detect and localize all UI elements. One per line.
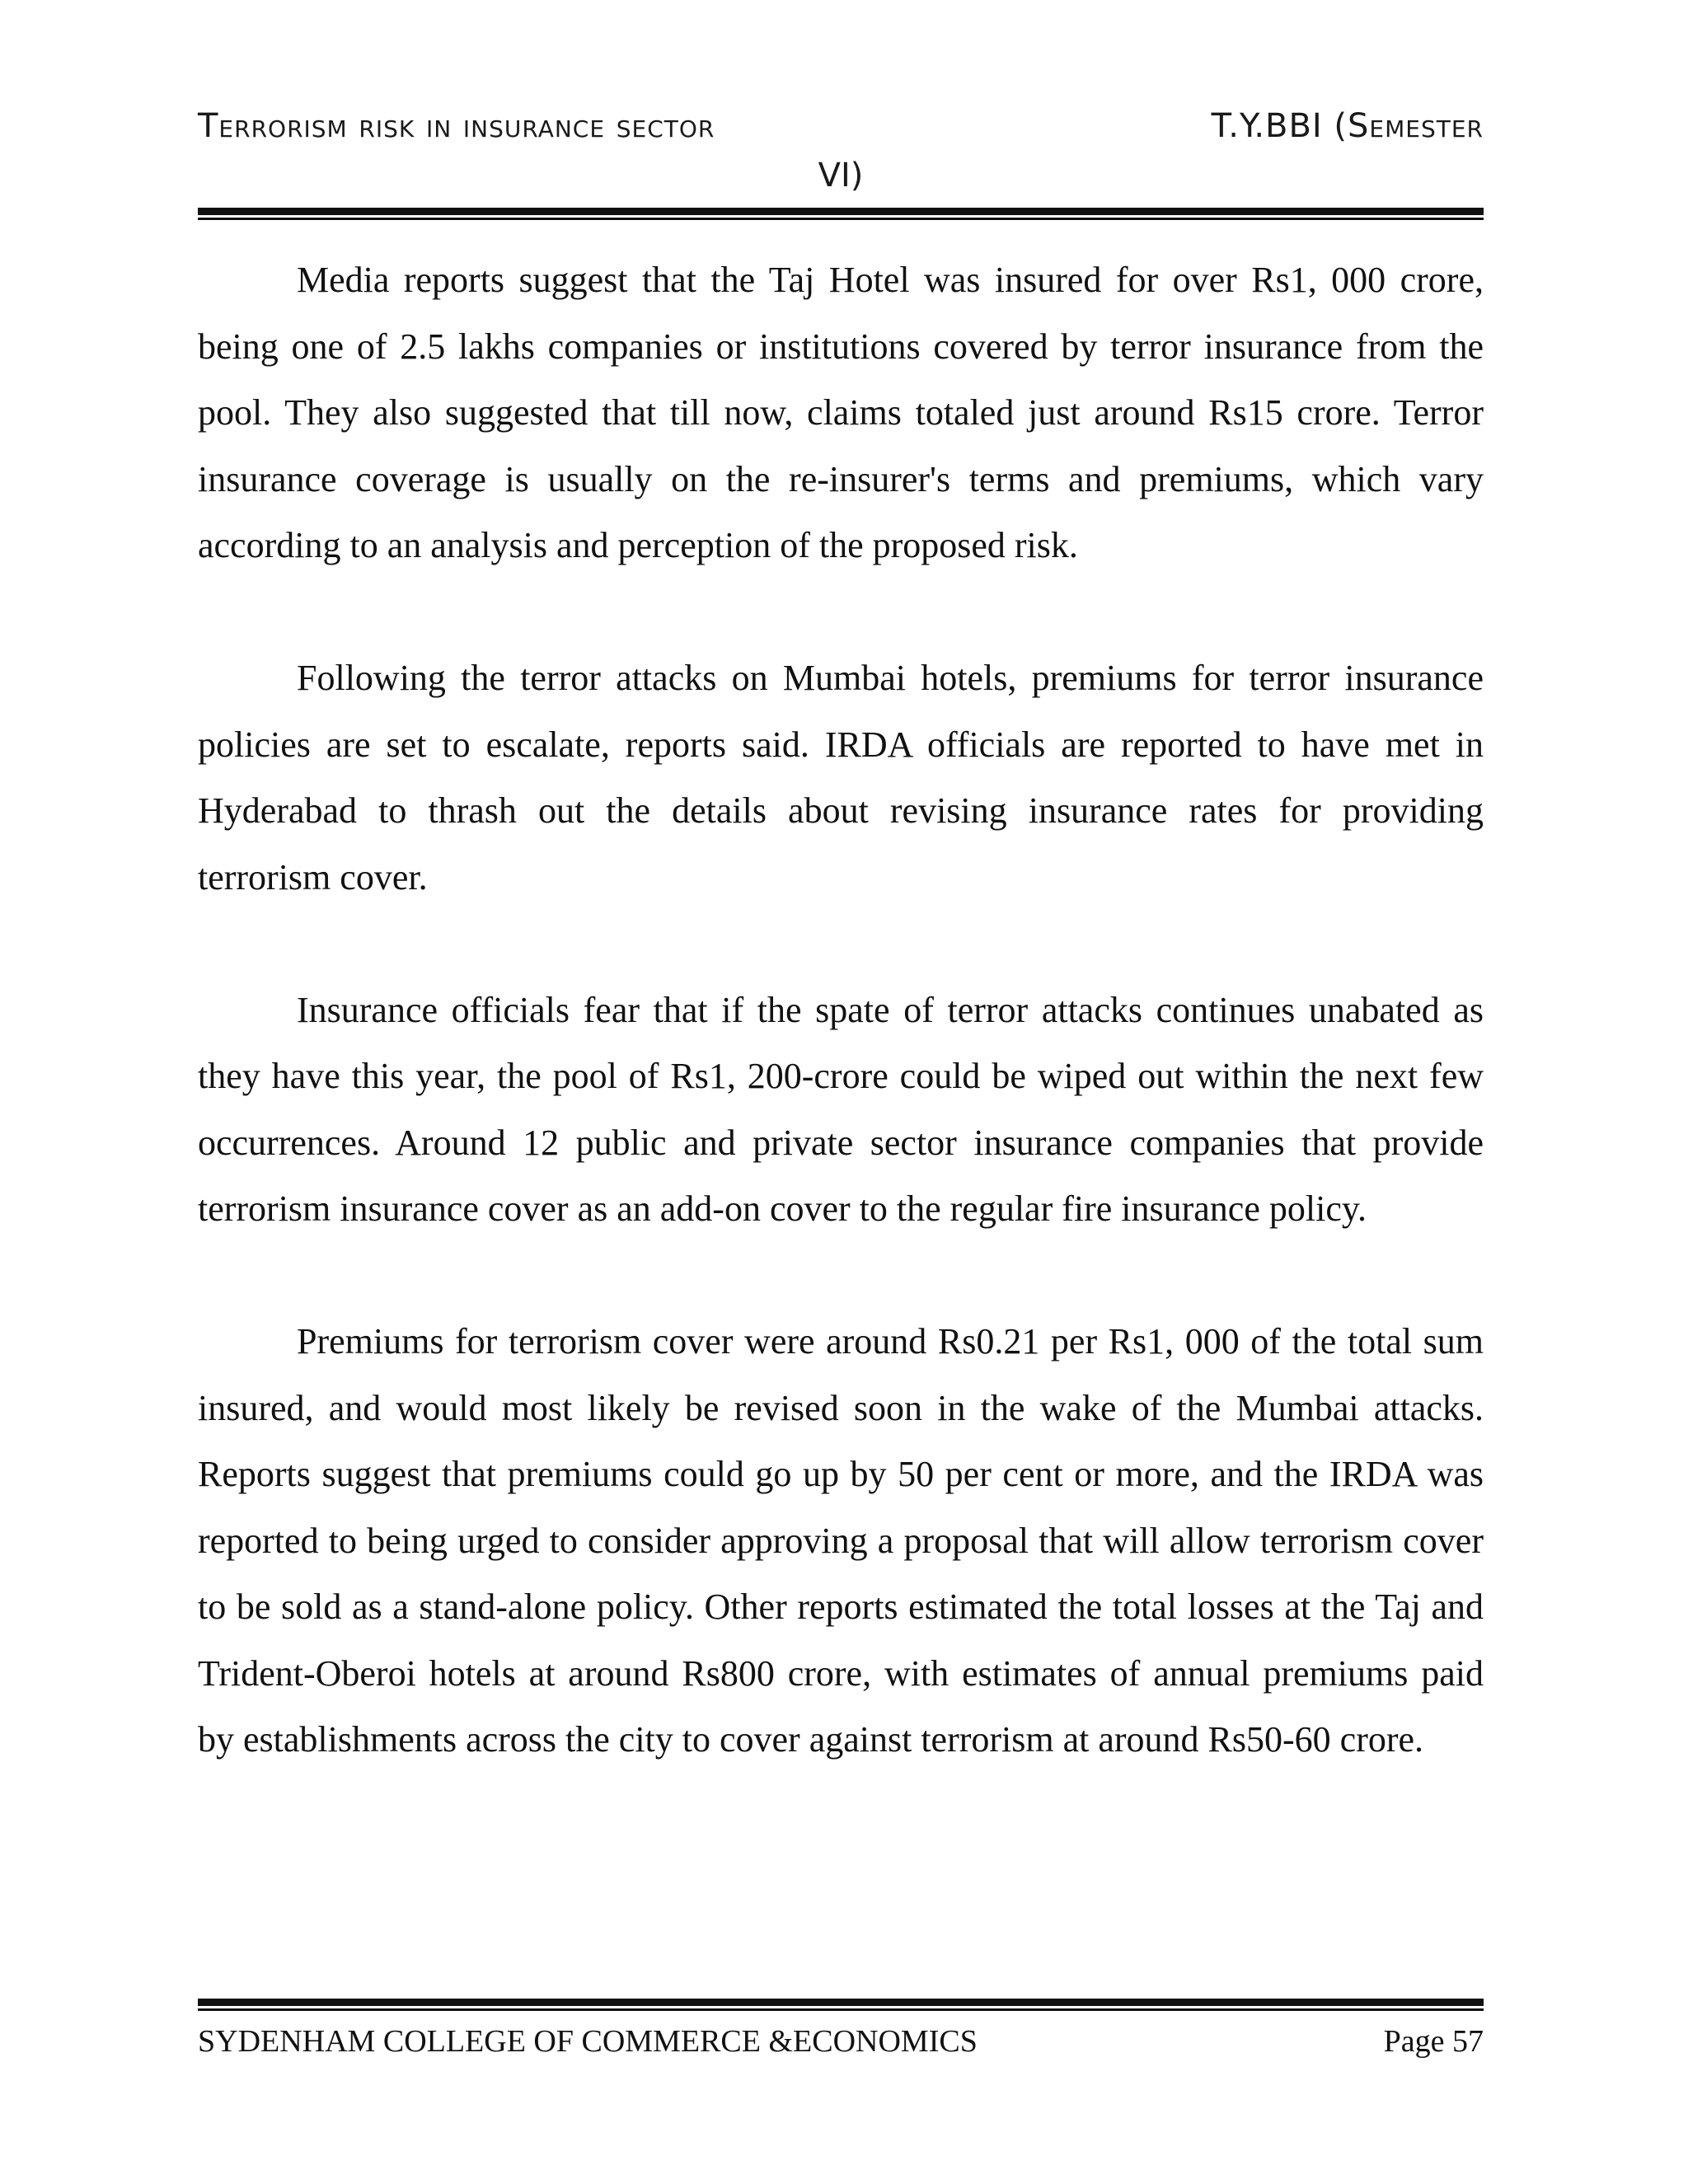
header-document-title: Terrorism risk in insurance sector — [198, 107, 715, 145]
page-footer — [198, 1999, 1484, 2081]
footer-rule-thick — [198, 1999, 1484, 2006]
body-text — [198, 247, 1484, 1840]
footer-college-name: SYDENHAM COLLEGE OF COMMERCE &ECONOMICS — [198, 2024, 978, 2059]
paragraph-premium-rates: Premiums for terrorism cover were around Rs0.21 per Rs1, 000 of the total sum insured, and would most likely be revised soon in the wake of the Mumbai attacks. Reports suggest that premiums could go up by 50 per cent or more, and the IRDA was reported to being urged to consider approving a proposal that will allow terrorism cover to be sold as a stand-alone policy. Other reports estimated the total losses at the Taj and Trident-Oberoi hotels at around Rs800 crore, with estimates of annual premiums paid by establishments across the city to cover against terrorism at around Rs50-60 crore. — [198, 1321, 1484, 1760]
header-course-label-wrap: VI) — [818, 157, 864, 194]
header-rule-thin — [198, 218, 1484, 220]
footer-rule-thin — [198, 2008, 1484, 2011]
page-number: Page 57 — [1383, 2024, 1484, 2059]
header-rule-thick — [198, 208, 1484, 215]
header-course-label: T.Y.BBI (Semester — [1211, 107, 1484, 145]
header-row — [198, 101, 1484, 158]
paragraph-premiums-escalate: Following the terror attacks on Mumbai hotels, premiums for terror insurance policies are set to escalate, reports said. IRDA officials are reported to have met in Hyderabad to thrash out the details about revising insurance rates for providing terrorism cover. — [198, 658, 1484, 898]
paragraph-taj-insurance: Media reports suggest that the Taj Hotel was insured for over Rs1, 000 crore, being one of 2.5 lakhs companies or institutions covered by terror insurance from the pool. They also suggested that till now, claims totaled just around Rs15 crore. Terror insurance coverage is usually on the re-insurer's terms and premiums, which vary according to an analysis and perception of the proposed risk. — [198, 260, 1484, 565]
paragraph-pool-wiped-out: Insurance officials fear that if the spate of terror attacks continues unabated as they have this year, the pool of Rs1, 200-crore could be wiped out within the next few occurrences. Around 12 public and private sector insurance companies that provide terrorism insurance cover as an add-on cover to the regular fire insurance policy. — [198, 989, 1484, 1229]
page-header — [198, 101, 1484, 224]
